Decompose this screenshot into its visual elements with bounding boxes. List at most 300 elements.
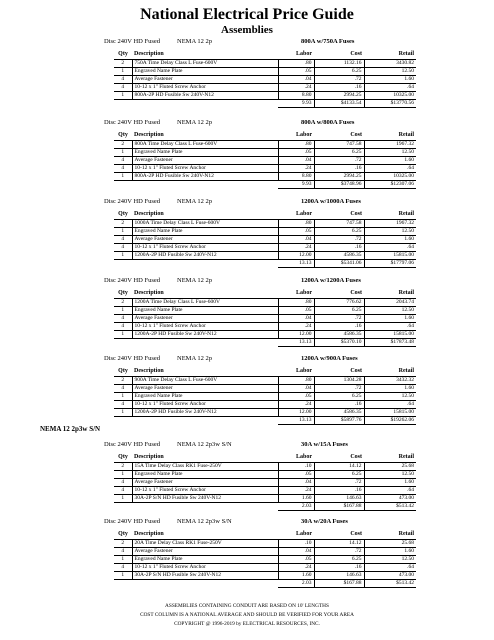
retail-cell: 1.60 [364, 236, 416, 244]
qty-cell: 4 [114, 564, 132, 572]
total-cost: $167.88 [314, 503, 364, 511]
retail-cell: 3430.82 [364, 60, 416, 68]
retail-cell: 15815.00 [364, 331, 416, 339]
assembly-table [114, 530, 416, 588]
section-nema: NEMA 12 2p [177, 355, 213, 362]
column-header-cost: Cost [314, 289, 364, 299]
retail-cell: .64 [364, 401, 416, 409]
description-cell: 900A Time Delay Class L Fuse-600V [132, 377, 278, 385]
table-header-row [114, 131, 416, 141]
total-cost: $5341.06 [314, 260, 364, 268]
retail-cell: 25.68 [364, 463, 416, 471]
retail-cell: 12.50 [364, 393, 416, 401]
retail-cell: 12.50 [364, 307, 416, 315]
assembly-table [114, 289, 416, 347]
section-nema: NEMA 12 2p3w S/N [177, 441, 232, 448]
qty-cell: 1 [114, 173, 132, 181]
section-nema: NEMA 12 2p [177, 119, 213, 126]
qty-cell: 1 [114, 68, 132, 76]
cost-cell: .16 [314, 165, 364, 173]
cost-cell: 1304.28 [314, 377, 364, 385]
retail-cell: 1967.32 [364, 220, 416, 228]
description-cell: 800A-2P HD Fusible Sw 240V-N12 [132, 173, 278, 181]
section-header [104, 37, 484, 47]
table-header-row [114, 367, 416, 377]
table-row [114, 487, 416, 495]
section-amperage: 30A w/20A Fuses [301, 518, 348, 525]
column-header-qty: Qty [114, 367, 132, 377]
cost-cell: .72 [314, 236, 364, 244]
labor-cell: .05 [278, 228, 314, 236]
qty-cell: 4 [114, 236, 132, 244]
labor-cell: .04 [278, 236, 314, 244]
section-header [104, 517, 484, 527]
qty-cell: 1 [114, 556, 132, 564]
labor-cell: .04 [278, 76, 314, 84]
description-cell: 20A Time Delay Class RK1 Fuse-250V [132, 540, 278, 548]
table-row [114, 315, 416, 323]
cost-cell: .16 [314, 401, 364, 409]
qty-cell: 4 [114, 157, 132, 165]
cost-cell: 146.63 [314, 572, 364, 580]
description-cell: Engraved Name Plate [132, 149, 278, 157]
qty-cell: 2 [114, 540, 132, 548]
section-type: Disc 240V HD Fused [104, 119, 161, 126]
description-cell: 10-12 x 1" Fluted Screw Anchor [132, 165, 278, 173]
qty-cell: 1 [114, 228, 132, 236]
total-cost: $4133.54 [314, 100, 364, 108]
description-cell: Engraved Name Plate [132, 471, 278, 479]
section-header [104, 440, 484, 450]
labor-cell: 12.00 [278, 252, 314, 260]
column-header-labor: Labor [278, 50, 314, 60]
table-row [114, 76, 416, 84]
description-cell: 10-12 x 1" Fluted Screw Anchor [132, 244, 278, 252]
qty-cell: 1 [114, 471, 132, 479]
section-amperage: 1200A w/900A Fuses [301, 355, 358, 362]
column-header-cost: Cost [314, 530, 364, 540]
description-cell: 10-12 x 1" Fluted Screw Anchor [132, 487, 278, 495]
table-row [114, 244, 416, 252]
retail-cell: 1.60 [364, 315, 416, 323]
labor-cell: .05 [278, 556, 314, 564]
qty-cell: 2 [114, 60, 132, 68]
labor-cell: .10 [278, 463, 314, 471]
qty-cell: 1 [114, 92, 132, 100]
description-cell: 1200A-2P HD Fusible Sw 240V-N12 [132, 409, 278, 417]
total-cost: $167.88 [314, 580, 364, 588]
column-header-qty: Qty [114, 210, 132, 220]
section-header [104, 118, 484, 128]
column-header-qty: Qty [114, 131, 132, 141]
description-cell: Engraved Name Plate [132, 68, 278, 76]
description-cell: 1200A-2P HD Fusible Sw 240V-N12 [132, 252, 278, 260]
cost-cell: 776.62 [314, 299, 364, 307]
footer-copyright: COPYRIGHT @ 1996-2019 by ELECTRICAL RESOURCES, INC. [174, 621, 320, 627]
description-cell: 10-12 x 1" Fluted Screw Anchor [132, 84, 278, 92]
column-header-labor: Labor [278, 367, 314, 377]
description-cell: Engraved Name Plate [132, 393, 278, 401]
table-row [114, 299, 416, 307]
total-cost: $3748.96 [314, 181, 364, 189]
cost-cell: .16 [314, 323, 364, 331]
description-cell: Average Fastener [132, 157, 278, 165]
table-header-row [114, 210, 416, 220]
retail-cell: .64 [364, 84, 416, 92]
description-cell: Engraved Name Plate [132, 556, 278, 564]
cost-cell: 6.25 [314, 228, 364, 236]
labor-cell: .04 [278, 479, 314, 487]
cost-cell: .16 [314, 84, 364, 92]
total-retail: $513.42 [364, 503, 416, 511]
labor-cell: .80 [278, 299, 314, 307]
labor-cell: .05 [278, 149, 314, 157]
column-header-qty: Qty [114, 453, 132, 463]
total-row [114, 100, 416, 108]
cost-cell: .72 [314, 76, 364, 84]
table-row [114, 479, 416, 487]
column-header-labor: Labor [278, 131, 314, 141]
column-header-description: Description [132, 131, 278, 141]
labor-cell: .04 [278, 385, 314, 393]
description-cell: 15A Time Delay Class RK1 Fuse-250V [132, 463, 278, 471]
description-cell: 800A-2P HD Fusible Sw 240V-N12 [132, 92, 278, 100]
table-row [114, 252, 416, 260]
description-cell: 10-12 x 1" Fluted Screw Anchor [132, 564, 278, 572]
qty-cell: 4 [114, 548, 132, 556]
qty-cell: 4 [114, 165, 132, 173]
description-cell: 10-12 x 1" Fluted Screw Anchor [132, 401, 278, 409]
cost-cell: 146.63 [314, 495, 364, 503]
retail-cell: 10325.00 [364, 92, 416, 100]
section-nema: NEMA 12 2p [177, 38, 213, 45]
qty-cell: 2 [114, 299, 132, 307]
cost-cell: 747.58 [314, 220, 364, 228]
cost-cell: 6.25 [314, 471, 364, 479]
total-retail: $19262.06 [364, 417, 416, 425]
total-labor: 9.93 [278, 100, 314, 108]
qty-cell: 2 [114, 377, 132, 385]
section-nema: NEMA 12 2p [177, 277, 213, 284]
retail-cell: 3432.32 [364, 377, 416, 385]
cost-cell: 4586.35 [314, 409, 364, 417]
table-row [114, 149, 416, 157]
column-header-retail: Retail [364, 367, 416, 377]
labor-cell: 8.80 [278, 173, 314, 181]
section-type: Disc 240V HD Fused [104, 38, 161, 45]
table-row [114, 165, 416, 173]
page-title: National Electrical Price Guide [140, 6, 354, 23]
cost-cell: 6.25 [314, 393, 364, 401]
group-heading: NEMA 12 2p3w S/N [40, 425, 101, 433]
qty-cell: 1 [114, 409, 132, 417]
table-header-row [114, 289, 416, 299]
description-cell: 1000A Time Delay Class L Fuse-600V [132, 220, 278, 228]
labor-cell: .24 [278, 401, 314, 409]
table-row [114, 393, 416, 401]
assembly-table [114, 210, 416, 268]
column-header-labor: Labor [278, 210, 314, 220]
cost-cell: .72 [314, 548, 364, 556]
table-header-row [114, 453, 416, 463]
column-header-cost: Cost [314, 210, 364, 220]
retail-cell: 12.50 [364, 556, 416, 564]
cost-cell: 1132.16 [314, 60, 364, 68]
section-amperage: 30A w/15A Fuses [301, 441, 348, 448]
qty-cell: 1 [114, 252, 132, 260]
total-labor: 13.13 [278, 339, 314, 347]
table-row [114, 572, 416, 580]
total-row [114, 260, 416, 268]
description-cell: 750A Time Delay Class L Fuse-600V [132, 60, 278, 68]
cost-cell: 6.25 [314, 149, 364, 157]
section-header [104, 197, 484, 207]
section-type: Disc 240V HD Fused [104, 518, 161, 525]
labor-cell: .80 [278, 141, 314, 149]
column-header-retail: Retail [364, 289, 416, 299]
column-header-labor: Labor [278, 289, 314, 299]
column-header-cost: Cost [314, 453, 364, 463]
total-labor: 13.13 [278, 260, 314, 268]
column-header-cost: Cost [314, 367, 364, 377]
table-row [114, 92, 416, 100]
table-row [114, 236, 416, 244]
section-type: Disc 240V HD Fused [104, 277, 161, 284]
labor-cell: .24 [278, 165, 314, 173]
cost-cell: 4586.35 [314, 252, 364, 260]
qty-cell: 1 [114, 307, 132, 315]
table-row [114, 331, 416, 339]
labor-cell: .04 [278, 157, 314, 165]
labor-cell: 1.60 [278, 495, 314, 503]
column-header-qty: Qty [114, 289, 132, 299]
qty-cell: 4 [114, 315, 132, 323]
total-retail: $17797.06 [364, 260, 416, 268]
table-row [114, 157, 416, 165]
table-header-row [114, 50, 416, 60]
column-header-labor: Labor [278, 530, 314, 540]
retail-cell: 2043.74 [364, 299, 416, 307]
table-row [114, 377, 416, 385]
description-cell: Average Fastener [132, 315, 278, 323]
column-header-description: Description [132, 453, 278, 463]
retail-cell: 1.60 [364, 479, 416, 487]
column-header-retail: Retail [364, 131, 416, 141]
cost-cell: 2994.25 [314, 92, 364, 100]
table-row [114, 228, 416, 236]
cost-cell: .16 [314, 564, 364, 572]
labor-cell: 1.60 [278, 572, 314, 580]
section-type: Disc 240V HD Fused [104, 198, 161, 205]
qty-cell: 4 [114, 385, 132, 393]
total-row [114, 339, 416, 347]
description-cell: Average Fastener [132, 76, 278, 84]
qty-cell: 1 [114, 495, 132, 503]
labor-cell: .24 [278, 323, 314, 331]
cost-cell: .16 [314, 244, 364, 252]
cost-cell: 2994.25 [314, 173, 364, 181]
description-cell: Engraved Name Plate [132, 228, 278, 236]
qty-cell: 4 [114, 84, 132, 92]
column-header-cost: Cost [314, 131, 364, 141]
table-row [114, 323, 416, 331]
total-cost: $5370.10 [314, 339, 364, 347]
total-cost: $5897.76 [314, 417, 364, 425]
retail-cell: 12.50 [364, 149, 416, 157]
qty-cell: 4 [114, 479, 132, 487]
retail-cell: 1.60 [364, 548, 416, 556]
assembly-table [114, 131, 416, 189]
total-labor: 9.93 [278, 181, 314, 189]
total-retail: $12307.06 [364, 181, 416, 189]
column-header-retail: Retail [364, 210, 416, 220]
labor-cell: .80 [278, 60, 314, 68]
retail-cell: 10325.00 [364, 173, 416, 181]
column-header-qty: Qty [114, 530, 132, 540]
table-row [114, 84, 416, 92]
retail-cell: 15815.00 [364, 252, 416, 260]
retail-cell: 1967.32 [364, 141, 416, 149]
retail-cell: 1.60 [364, 157, 416, 165]
table-row [114, 471, 416, 479]
section-header [104, 276, 484, 286]
column-header-retail: Retail [364, 530, 416, 540]
labor-cell: 12.00 [278, 331, 314, 339]
description-cell: 1200A Time Delay Class L Fuse-600V [132, 299, 278, 307]
cost-cell: 6.25 [314, 68, 364, 76]
assembly-table [114, 453, 416, 511]
page-subtitle: Assemblies [221, 24, 273, 36]
table-row [114, 385, 416, 393]
column-header-description: Description [132, 367, 278, 377]
retail-cell: .64 [364, 244, 416, 252]
assembly-table [114, 367, 416, 425]
retail-cell: 12.50 [364, 471, 416, 479]
retail-cell: .64 [364, 487, 416, 495]
description-cell: Average Fastener [132, 385, 278, 393]
retail-cell: 473.00 [364, 572, 416, 580]
qty-cell: 4 [114, 401, 132, 409]
table-row [114, 60, 416, 68]
total-retail: $513.42 [364, 580, 416, 588]
cost-cell: .72 [314, 479, 364, 487]
table-row [114, 68, 416, 76]
retail-cell: 12.50 [364, 228, 416, 236]
retail-cell: 1.60 [364, 76, 416, 84]
total-labor: 2.03 [278, 580, 314, 588]
cost-cell: 6.25 [314, 307, 364, 315]
assembly-table [114, 50, 416, 108]
cost-cell: .72 [314, 315, 364, 323]
table-row [114, 495, 416, 503]
qty-cell: 1 [114, 331, 132, 339]
retail-cell: 25.68 [364, 540, 416, 548]
table-row [114, 540, 416, 548]
total-row [114, 503, 416, 511]
section-amperage: 1200A w/1200A Fuses [301, 277, 361, 284]
qty-cell: 1 [114, 572, 132, 580]
description-cell: 30A-2P S/N HD Fusible Sw 240V-N12 [132, 572, 278, 580]
section-type: Disc 240V HD Fused [104, 355, 161, 362]
labor-cell: .05 [278, 471, 314, 479]
section-nema: NEMA 12 2p [177, 198, 213, 205]
qty-cell: 4 [114, 244, 132, 252]
qty-cell: 4 [114, 487, 132, 495]
section-header [104, 354, 484, 364]
table-row [114, 220, 416, 228]
cost-cell: .72 [314, 385, 364, 393]
cost-cell: 4586.35 [314, 331, 364, 339]
table-row [114, 564, 416, 572]
section-amperage: 800A w/800A Fuses [301, 119, 355, 126]
qty-cell: 4 [114, 323, 132, 331]
column-header-description: Description [132, 50, 278, 60]
description-cell: 800A Time Delay Class L Fuse-600V [132, 141, 278, 149]
labor-cell: .80 [278, 377, 314, 385]
labor-cell: .24 [278, 564, 314, 572]
labor-cell: .24 [278, 244, 314, 252]
table-row [114, 141, 416, 149]
total-labor: 13.13 [278, 417, 314, 425]
qty-cell: 2 [114, 141, 132, 149]
labor-cell: .05 [278, 393, 314, 401]
footer-note-conduit: ASSEMBLIES CONTAINING CONDUIT ARE BASED ON 10' LENGTHS [165, 603, 329, 609]
qty-cell: 1 [114, 149, 132, 157]
table-row [114, 173, 416, 181]
table-row [114, 307, 416, 315]
footer-note-cost: COST COLUMN IS A NATIONAL AVERAGE AND SHOULD BE VERIFIED FOR YOUR AREA [140, 612, 354, 618]
description-cell: Average Fastener [132, 236, 278, 244]
table-row [114, 548, 416, 556]
column-header-description: Description [132, 210, 278, 220]
total-row [114, 580, 416, 588]
section-nema: NEMA 12 2p3w S/N [177, 518, 232, 525]
total-retail: $13770.56 [364, 100, 416, 108]
cost-cell: 14.12 [314, 540, 364, 548]
labor-cell: .04 [278, 315, 314, 323]
retail-cell: .64 [364, 165, 416, 173]
column-header-description: Description [132, 289, 278, 299]
cost-cell: .72 [314, 157, 364, 165]
total-row [114, 417, 416, 425]
retail-cell: 1.60 [364, 385, 416, 393]
section-type: Disc 240V HD Fused [104, 441, 161, 448]
table-row [114, 409, 416, 417]
description-cell: 10-12 x 1" Fluted Screw Anchor [132, 323, 278, 331]
column-header-cost: Cost [314, 50, 364, 60]
total-labor: 2.03 [278, 503, 314, 511]
qty-cell: 4 [114, 76, 132, 84]
retail-cell: .64 [364, 323, 416, 331]
labor-cell: .80 [278, 220, 314, 228]
column-header-retail: Retail [364, 453, 416, 463]
cost-cell: 747.58 [314, 141, 364, 149]
description-cell: 30A-2P S/N HD Fusible Sw 240V-N12 [132, 495, 278, 503]
retail-cell: 473.00 [364, 495, 416, 503]
cost-cell: 6.25 [314, 556, 364, 564]
labor-cell: .05 [278, 68, 314, 76]
retail-cell: 15815.00 [364, 409, 416, 417]
description-cell: Average Fastener [132, 548, 278, 556]
column-header-labor: Labor [278, 453, 314, 463]
cost-cell: 14.12 [314, 463, 364, 471]
table-row [114, 556, 416, 564]
column-header-qty: Qty [114, 50, 132, 60]
labor-cell: .10 [278, 540, 314, 548]
labor-cell: 12.00 [278, 409, 314, 417]
description-cell: 1200A-2P HD Fusible Sw 240V-N12 [132, 331, 278, 339]
labor-cell: .05 [278, 307, 314, 315]
